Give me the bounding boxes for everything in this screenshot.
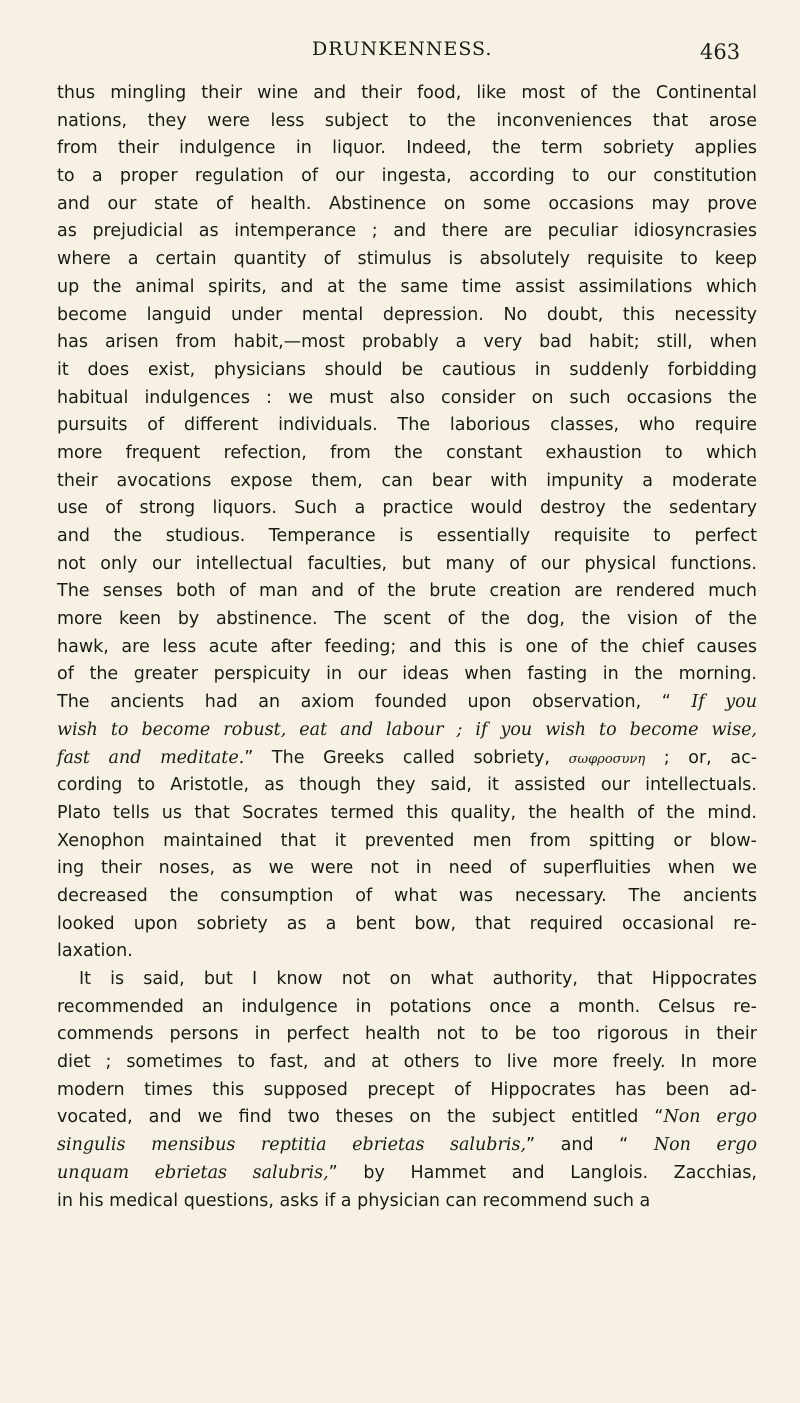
italic-quote: fast and meditate.: [57, 747, 245, 768]
text-run: The ancients had an axiom founded upon observation, “: [57, 692, 692, 713]
text-line: [57, 745, 757, 773]
text-line: thus mingling their wine and their food, like most of the Continental: [57, 83, 757, 103]
text-line: decreased the consumption of what was necessary. The ancients: [57, 885, 757, 906]
text-line: where a certain quantity of stimulus is absolutely requisite to keep: [57, 249, 757, 270]
text-line: their avocations expose them, can bear with impunity a moderate: [57, 470, 757, 491]
text-run: ” The Greeks called sobriety,: [244, 747, 569, 768]
text-line: [57, 1160, 757, 1188]
text-line: laxation.: [57, 941, 133, 962]
text-line: and our state of health. Abstinence on some occasions may prove: [57, 193, 757, 214]
text-line: and the studious. Temperance is essentially requisite to perfect: [57, 526, 757, 546]
text-line: from their indulgence in liquor. Indeed, the term sobriety applies: [57, 138, 757, 159]
text-line: pursuits of different individuals. The laborious classes, who require: [57, 415, 757, 436]
text-line: [57, 1132, 757, 1160]
text-run: vocated, and we find two theses on the subject entitled “: [57, 1107, 664, 1128]
text-line: as prejudicial as intemperance ; and there are peculiar idiosyncrasies: [57, 221, 757, 242]
italic-quote-line: wish to become robust, eat and labour ; if you wish to become wise,: [57, 719, 757, 740]
text-line: more frequent refection, from the constant exhaustion to which: [57, 442, 757, 463]
text-line: nations, they were less subject to the inconveniences that arose: [57, 110, 757, 131]
thesis-title: Non ergo: [663, 1107, 757, 1128]
page-number: 463: [700, 40, 741, 64]
text-line: The senses both of man and of the brute creation are rendered much: [57, 581, 757, 602]
running-title: DRUNKENNESS.: [312, 38, 493, 60]
text-line: recommended an indulgence in potations once a month. Celsus re-: [57, 996, 757, 1017]
italic-quote: If you: [691, 692, 757, 713]
text-line: of the greater perspicuity in our ideas when fasting in the morning.: [57, 664, 757, 685]
text-line: it does exist, physicians should be cautious in suddenly forbidding: [57, 359, 757, 380]
text-line: diet ; sometimes to fast, and at others to live more freely. In more: [57, 1052, 757, 1073]
text-run: ” and “: [526, 1135, 654, 1156]
text-line: Plato tells us that Socrates termed this quality, the health of the mind.: [57, 802, 757, 823]
text-line: Xenophon maintained that it prevented men from spitting or blow-: [57, 830, 757, 851]
text-line: looked upon sobriety as a bent bow, that required occasional re-: [57, 913, 757, 934]
thesis-title: singulis mensibus reptitia ebrietas salubris,: [57, 1135, 527, 1156]
text-line: more keen by abstinence. The scent of the dog, the vision of the: [57, 609, 757, 630]
text-line: [57, 689, 757, 717]
text-line: cording to Aristotle, as though they said, it assisted our intellectuals.: [57, 775, 757, 796]
text-line: become languid under mental depression. No doubt, this necessity: [57, 304, 757, 325]
text-line: hawk, are less acute after feeding; and this is one of the chief causes: [57, 636, 757, 657]
text-line: commends persons in perfect health not to be too rigorous in their: [57, 1024, 757, 1045]
text-line: up the animal spirits, and at the same time assist assimilations which: [57, 276, 757, 297]
text-line: in his medical questions, asks if a physician can recommend such a: [57, 1190, 651, 1211]
text-line: to a proper regulation of our ingesta, according to our constitution: [57, 166, 757, 187]
text-line: ing their noses, as we were not in need of superfluities when we: [57, 858, 757, 879]
text-line: [57, 1104, 757, 1132]
thesis-title: unquam ebrietas salubris,: [57, 1162, 329, 1183]
running-head: [0, 34, 800, 64]
greek-word: σωφροσυνη: [568, 751, 646, 767]
text-run: ; or, ac-: [645, 747, 758, 768]
text-line: use of strong liquors. Such a practice would destroy the sedentary: [57, 498, 757, 519]
text-line: habitual indulgences : we must also consider on such occasions the: [57, 387, 757, 408]
text-line: modern times this supposed precept of Hippocrates has been ad-: [57, 1079, 757, 1100]
text-run: ” by Hammet and Langlois. Zacchias,: [328, 1162, 757, 1183]
text-line: has arisen from habit,—most probably a very bad habit; still, when: [57, 332, 757, 353]
body-text: [57, 80, 757, 1215]
thesis-title: Non ergo: [653, 1135, 757, 1156]
text-line: not only our intellectual faculties, but many of our physical functions.: [57, 553, 757, 574]
paragraph-start-line: It is said, but I know not on what authority, that Hippocrates: [79, 969, 757, 989]
